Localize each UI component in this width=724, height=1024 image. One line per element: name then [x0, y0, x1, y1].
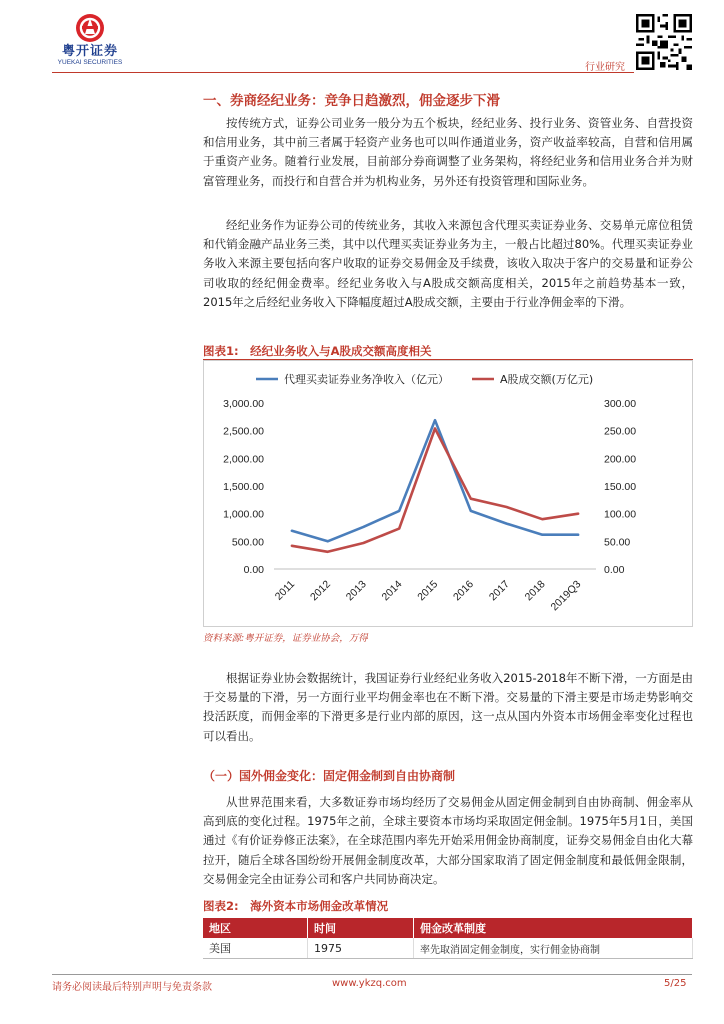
table-cell: 美国 [203, 938, 308, 959]
x-tick-label: 2012 [307, 578, 333, 604]
figure1-source: 资料来源:粤开证券，证券业协会，万得 [203, 633, 368, 644]
series-line-1 [292, 420, 578, 541]
paragraph-text: 经纪业务作为证券公司的传统业务，其收入来源包含代理买卖证券业务、交易单元席位租赁和代销金融产品业务三类，其中以代理买卖证券业务为主，一般占比超过80%。代理买卖证券业务收入来源主要包括向客户收取的证券交易佣金及手续费，该收入取决于客户的交易量和证券公司收取的经纪佣金费率。经纪业务收入与A股成交额高度相关，2015年之前趋势基本一致，2015年之后经纪业务收入下降幅度超过A股成交额，主要由于行业净佣金率的下滑。 [203, 218, 693, 309]
y-left-tick-label: 2,000.00 [223, 453, 264, 466]
paragraph-global-commission [203, 793, 693, 889]
subsection-heading: （一）国外佣金变化：固定佣金制到自由协商制 [203, 769, 456, 783]
footer-disclaimer[interactable]: 请务必阅读最后特别声明与免责条款 [52, 982, 212, 993]
x-tick-label: 2014 [379, 578, 405, 604]
company-logo [50, 12, 130, 70]
figure2-title: 图表2: 海外资本市场佣金改革情况 [203, 899, 389, 913]
x-tick-label: 2011 [272, 578, 298, 603]
table-header-cell: 时间 [308, 918, 414, 938]
paragraph-business-segments [203, 114, 693, 191]
x-tick-label: 2016 [451, 578, 477, 604]
y-left-tick-label: 2,500.00 [223, 425, 264, 438]
commission-reform-table [203, 918, 693, 959]
paragraph-text: 按传统方式，证券公司业务一般分为五个板块，经纪业务、投行业务、资管业务、自营投资和信用业务，其中前三者属于轻资产业务也可以叫作通道业务，资产收益率较高，自营和信用属于重资产业务。随着行业发展，目前部分券商调整了业务架构，将经纪业务和信用业务合并为财富管理业务，而投行和自营合并为机构业务，另外还有投资管理和国际业务。 [203, 116, 693, 188]
legend-label: 代理买卖证券业务净收入（亿元） [284, 373, 449, 386]
header-divider [52, 72, 634, 73]
y-right-tick-label: 200.00 [604, 453, 637, 466]
table-cell: 1975 [308, 938, 414, 959]
x-tick-label: 2018 [522, 578, 548, 604]
legend-label: A股成交额(万亿元) [500, 373, 594, 386]
figure1-title: 图表1: 经纪业务收入与A股成交额高度相关 [203, 344, 432, 358]
y-left-tick-label: 3,000.00 [223, 398, 264, 410]
y-right-tick-label: 0.00 [604, 564, 625, 576]
page-number: 5/25 [664, 978, 687, 989]
y-right-tick-label: 150.00 [604, 481, 637, 493]
paragraph-text: 从世界范围来看，大多数证券市场均经历了交易佣金从固定佣金制到自由协商制、佣金率从高到底的变化过程。1975年之前，全球主要资本市场均采取固定佣金制。1975年5月1日，美国通过《有价证券修正法案》，在全球范围内率先开始采用佣金协商制度，证券交易佣金自由化大幕拉开，随后全球各国纷纷开展佣金制度改革，大部分国家取消了固定佣金制度和最低佣金限制，交易佣金完全由证券公司和客户共同协商决定。 [203, 795, 693, 886]
logo-text-en: YUEKAI SECURITIES [57, 59, 123, 66]
qr-code-icon [636, 14, 692, 70]
table-header-cell: 佣金改革制度 [414, 918, 693, 938]
y-right-tick-label: 250.00 [604, 425, 637, 438]
x-tick-label: 2015 [415, 578, 441, 604]
table-header-row [203, 918, 693, 938]
report-category: 行业研究 [585, 62, 625, 73]
paragraph-stats [203, 669, 693, 746]
y-right-tick-label: 300.00 [604, 398, 637, 410]
paragraph-text: 根据证券业协会数据统计，我国证券行业经纪业务收入2015-2018年不断下滑，一方面是由于交易量的下滑，另一方面行业平均佣金率也在不断下滑。交易量的下滑主要是市场走势影响交投活跃度，而佣金率的下滑更多是行业内部的原因，这一点从国内外资本市场佣金率变化过程也可以看出。 [203, 671, 693, 743]
footer-divider [52, 974, 692, 975]
x-tick-label: 2019Q3 [548, 578, 584, 614]
table-row [203, 938, 693, 959]
table-cell: 率先取消固定佣金制度，实行佣金协商制 [414, 938, 693, 959]
paragraph-brokerage-income [203, 216, 693, 312]
y-left-tick-label: 0.00 [243, 564, 264, 576]
y-left-tick-label: 1,500.00 [223, 481, 264, 493]
logo-text-cn: 粤开证券 [61, 44, 118, 59]
footer-website[interactable]: www.ykzq.com [332, 978, 407, 989]
x-tick-label: 2013 [343, 578, 369, 604]
line-chart [204, 361, 692, 626]
y-left-tick-label: 1,000.00 [223, 508, 264, 521]
x-tick-label: 2017 [486, 578, 512, 604]
logo-emblem-icon [73, 12, 107, 44]
y-right-tick-label: 100.00 [604, 508, 637, 521]
chart-container [203, 360, 693, 627]
section-heading: 一、券商经纪业务：竞争日趋激烈，佣金逐步下滑 [203, 93, 500, 109]
table-header-cell: 地区 [203, 918, 308, 938]
y-right-tick-label: 50.00 [604, 536, 631, 549]
y-left-tick-label: 500.00 [231, 536, 264, 549]
